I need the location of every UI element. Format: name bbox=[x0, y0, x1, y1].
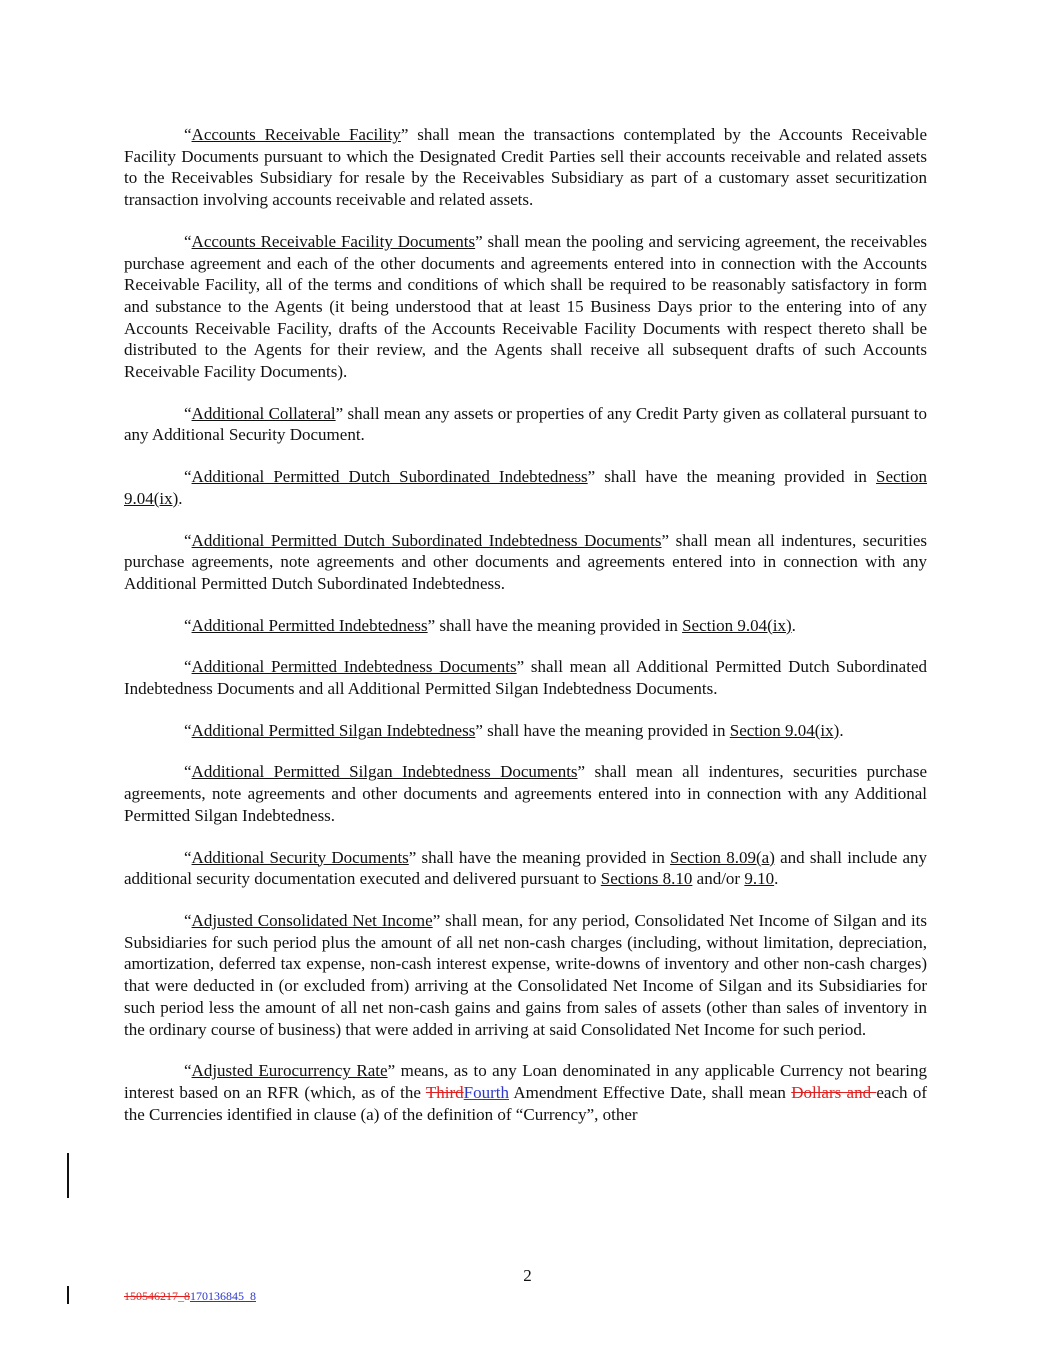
definition-paragraph bbox=[124, 615, 927, 637]
definition-text: ” shall mean all Additional Permitted Dutch Subordinated Indebtedness Documents and all Additional Permitted Silgan Indebtedness Documents. bbox=[124, 657, 927, 699]
deleted-text: Third bbox=[425, 1082, 464, 1102]
defined-term: Additional Permitted Dutch Subordinated Indebtedness Documents bbox=[191, 530, 662, 550]
open-quote: “ bbox=[184, 403, 192, 423]
defined-term: Adjusted Eurocurrency Rate bbox=[191, 1061, 388, 1081]
defined-term: Additional Collateral bbox=[191, 403, 336, 423]
open-quote: “ bbox=[184, 720, 192, 740]
deleted-doc-id: 150546217_8 bbox=[124, 1289, 190, 1303]
definition-paragraph: “Adjusted Eurocurrency Rate” means, as to any Loan denominated in any applicable Currency not bearing interest based on an RFR (which, as of the ThirdFourth Amendment Effective Date, shall mean Dollars and each of the Currencies identified in clause (a) of the definition of “Currency”, other bbox=[124, 1061, 928, 1124]
definition-paragraph bbox=[124, 720, 927, 742]
inserted-text: Fourth bbox=[463, 1082, 510, 1102]
document-id-footer bbox=[124, 1289, 256, 1304]
defined-term: Adjusted Consolidated Net Income bbox=[191, 910, 433, 930]
definition-text: ” shall mean any assets or properties of any Credit Party given as collateral pursuant to any Additional Security Document. bbox=[124, 403, 928, 445]
definitions-list bbox=[124, 124, 927, 827]
definition-text: ” shall have the meaning provided in bbox=[475, 720, 730, 740]
section-reference[interactable]: Section 9.04(ix) bbox=[729, 720, 840, 740]
open-quote: “ bbox=[184, 762, 192, 782]
definition-paragraph bbox=[124, 403, 927, 446]
inserted-doc-id: 170136845_8 bbox=[190, 1289, 256, 1303]
defined-term: Additional Permitted Indebtedness Documents bbox=[191, 657, 517, 677]
section-reference[interactable]: Sections 8.10 bbox=[600, 869, 693, 889]
definition-paragraph bbox=[124, 466, 927, 509]
change-bar bbox=[67, 1153, 69, 1198]
definition-paragraph bbox=[124, 231, 927, 383]
defined-term: Additional Security Documents bbox=[191, 847, 409, 867]
definition-paragraph bbox=[124, 124, 927, 211]
section-reference[interactable]: Section 9.04(ix) bbox=[124, 467, 928, 508]
defined-term: Accounts Receivable Facility bbox=[191, 125, 401, 144]
definition-paragraph: “Additional Security Documents” shall have the meaning provided in Section 8.09(a) and shall include any additional security documentation executed and delivered pursuant to Sections 8.10 and/or 9.10. bbox=[124, 847, 928, 889]
defined-term: Additional Permitted Silgan Indebtedness bbox=[191, 720, 476, 740]
open-quote: “ bbox=[184, 530, 192, 550]
definition-paragraph bbox=[124, 530, 927, 595]
definition-tail: . bbox=[178, 488, 183, 508]
open-quote: “ bbox=[184, 615, 192, 635]
open-quote: “ bbox=[184, 125, 192, 144]
change-bar bbox=[67, 1286, 69, 1304]
definition-text: ” shall mean the pooling and servicing agreement, the receivables purchase agreement and each of the other documents and agreements entered into in connection with the Accounts Receivable Facility, all of the terms and conditions of which shall be required to be reasonably satisfactory in form and substance to the Agents (it being understood that at least 15 Business Days prior to the entering into of any Accounts Receivable Facility, drafts of the Accounts Receivable Facility Documents with respect thereto shall be distributed to the Agents for their review, and the Agents shall receive all subsequent drafts of such Accounts Receivable Facility Documents). bbox=[124, 231, 927, 382]
definition-tail: . bbox=[839, 720, 844, 740]
section-reference[interactable]: Section 9.04(ix) bbox=[682, 615, 792, 635]
definition-text: ” shall have the meaning provided in bbox=[587, 467, 877, 487]
definition-text: ” shall mean all indentures, securities purchase agreements, note agreements and other documents and agreements entered into in connection with any Additional Permitted Silgan Indebtedness. bbox=[124, 762, 927, 825]
section-reference[interactable]: Section 8.09(a) bbox=[670, 847, 775, 867]
defined-term: Accounts Receivable Facility Documents bbox=[191, 231, 476, 251]
defined-term: Additional Permitted Dutch Subordinated Indebtedness bbox=[191, 467, 588, 487]
open-quote: “ bbox=[184, 231, 192, 251]
definition-paragraph bbox=[124, 656, 927, 699]
definition-paragraph bbox=[124, 761, 927, 826]
open-quote: “ bbox=[184, 657, 192, 677]
definition-paragraph: “Adjusted Consolidated Net Income” shall mean, for any period, Consolidated Net Income of Silgan and its Subsidiaries for such period plus the amount of all net non-cash charges (including, without limitation, depreciation, amortization, deferred tax expense, non-cash interest expense, write-downs of inventory and other non-cash charges) that were deducted in (or excluded from) arriving at the Consolidated Net Income of Silgan and its Subsidiaries for such period less the amount of all net non-cash gains and gains from sales of assets (other than sales of inventory in the ordinary course of business) that were added in arriving at said Consolidated Net Income for such period. bbox=[124, 910, 928, 1039]
defined-term: Additional Permitted Silgan Indebtedness Documents bbox=[191, 762, 578, 782]
deleted-text: Dollars and bbox=[791, 1082, 877, 1102]
document-body bbox=[124, 124, 927, 1145]
section-reference[interactable]: 9.10 bbox=[744, 869, 775, 889]
defined-term: Additional Permitted Indebtedness bbox=[191, 615, 428, 635]
definition-text: ” shall mean all indentures, securities purchase agreements, note agreements and other documents and agreements entered into in connection with any Additional Permitted Dutch Subordinated Indebtedness. bbox=[124, 530, 927, 593]
page-number: 2 bbox=[523, 1266, 532, 1285]
definition-tail: . bbox=[791, 615, 796, 635]
open-quote: “ bbox=[184, 467, 192, 487]
definition-text: ” shall have the meaning provided in bbox=[427, 615, 683, 635]
definition-text: ” shall mean the transactions contemplated by the Accounts Receivable Facility Documents pursuant to which the Designated Credit Parties sell their accounts receivable and related assets to the Receivables Subsidiary for resale by the Receivables Subsidiary as part of a customary asset securitization transaction involving accounts receivable and related assets. bbox=[124, 125, 927, 210]
